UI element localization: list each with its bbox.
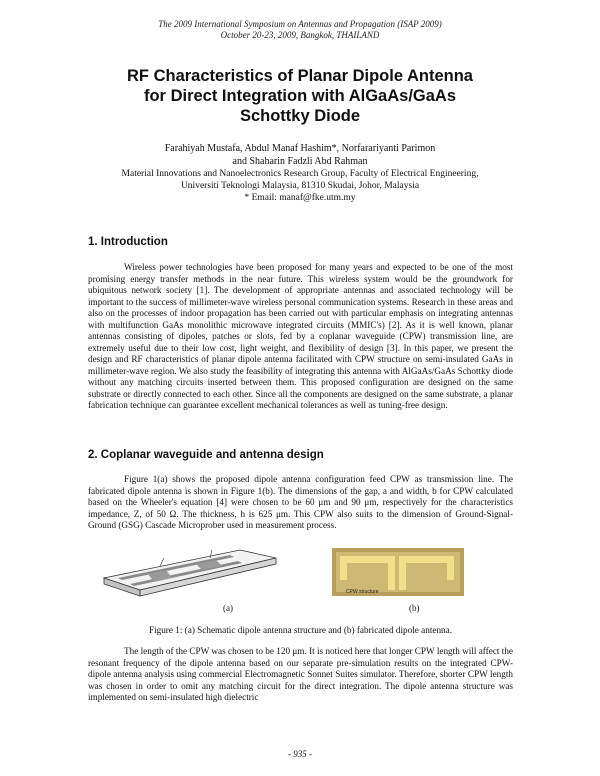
authors-line-1: Farahiyah Mustafa, Abdul Manaf Hashim*, Norfarariyanti Parimon (164, 143, 436, 154)
photo-annotation: CPW structure (346, 589, 379, 595)
figure-label-a: (a) (223, 603, 233, 613)
cpw-paragraph-1: Figure 1(a) shows the proposed dipole antenna configuration feed CPW as transmission line. The fabricated dipole antenna is shown in Figure 1(b). The dimensions of the gap, a and width, b for CPW calculated based on the Wheeler's equation [4] were chosen to be 60 μm and 90 μm, respectively for the characteristics impedance, Z, of 50 Ω. The thickness, h is 625 μm. This CPW also suits to the dimension of Ground-Signal-Ground (GSG) Cascade Microprober used in measurement process. (88, 474, 513, 530)
authors-line-2: and Shaharin Fadzli Abd Rahman (232, 156, 368, 167)
schematic-dipole-antenna (104, 550, 276, 596)
figure-1-caption: Figure 1: (a) Schematic dipole antenna structure and (b) fabricated dipole antenna. (148, 625, 453, 635)
header-line-1: The 2009 International Symposium on Antennas and Propagation (ISAP 2009) (158, 19, 442, 29)
figure-1-graphics (100, 544, 520, 616)
paper-title (60, 66, 540, 126)
affiliation (60, 168, 540, 204)
section-heading-cpw: 2. Coplanar waveguide and antenna design (88, 449, 324, 461)
cpw-paragraph-2: The length of the CPW was chosen to be 120 μm. It is noticed here that longer CPW length will affect the resonant frequency of the dipole antenna based on our separate pre-simulation results on the integrated CPW-dipole antenna analysis using commercial Electromagnetic Sonnet Suites simulator. Therefore, shorter CPW length was chosen in order to omit any matching circuit for the direct integration. The dipole antenna structure was implemented on semi-insulated high dielectric (88, 646, 513, 702)
author-list (60, 142, 540, 168)
author-email: * Email: manaf@fke.utm.my (244, 193, 356, 203)
affiliation-line-2: Universiti Teknologi Malaysia, 81310 Skudai, Johor, Malaysia (180, 181, 420, 191)
section-heading-introduction: 1. Introduction (88, 236, 168, 248)
figure-label-b: (b) (409, 603, 420, 613)
figure-1 (100, 544, 520, 616)
conference-header (0, 19, 600, 41)
affiliation-line-1: Material Innovations and Nanoelectronics Research Group, Faculty of Electrical Engineering, (121, 169, 479, 179)
title-line-1: RF Characteristics of Planar Dipole Antenna (127, 67, 473, 85)
introduction-paragraph: Wireless power technologies have been proposed for many years and expected to be one of the most promising energy transfer methods in the near future. This wireless system would be the groundwork for ubiquitous network society [1]. The development of appropriate antennas and associated technology will be important to the success of millimeter-wave wireless personal communication systems. Research in these areas and also on the processes of indoor propagation has been carried out with particular emphasis on integrating antennas with multifunction GaAs monolithic microwave integrated circuits (MMIC's) [2]. As it is well known, planar antennas consisting of dipoles, patches or slots, fed by a coplanar waveguide (CPW) transmission line, are extremely useful due to their low cost, light weight, and flexibility of design [3]. In this paper, we present the design and RF characteristics of planar dipole antenna facilitated with CPW structure on semi-insulated GaAs in millimeter-wave region. We also study the feasibility of integrating this antenna with AlGaAs/GaAs Schottky diode without any matching circuits inserted between them. This proposed configuration are designed on the same substrate or directly connected to each other. Since all the components are designed on the same substrate, a planar fabrication technique can guarantee excellent mechanical tolerances as well as tuning-free design. (88, 262, 513, 410)
title-line-3: Schottky Diode (239, 107, 361, 125)
title-line-2: for Direct Integration with AlGaAs/GaAs (143, 87, 457, 105)
page-number: - 935 - (288, 749, 312, 759)
header-line-2: October 20-23, 2009, Bangkok, THAILAND (220, 30, 380, 40)
